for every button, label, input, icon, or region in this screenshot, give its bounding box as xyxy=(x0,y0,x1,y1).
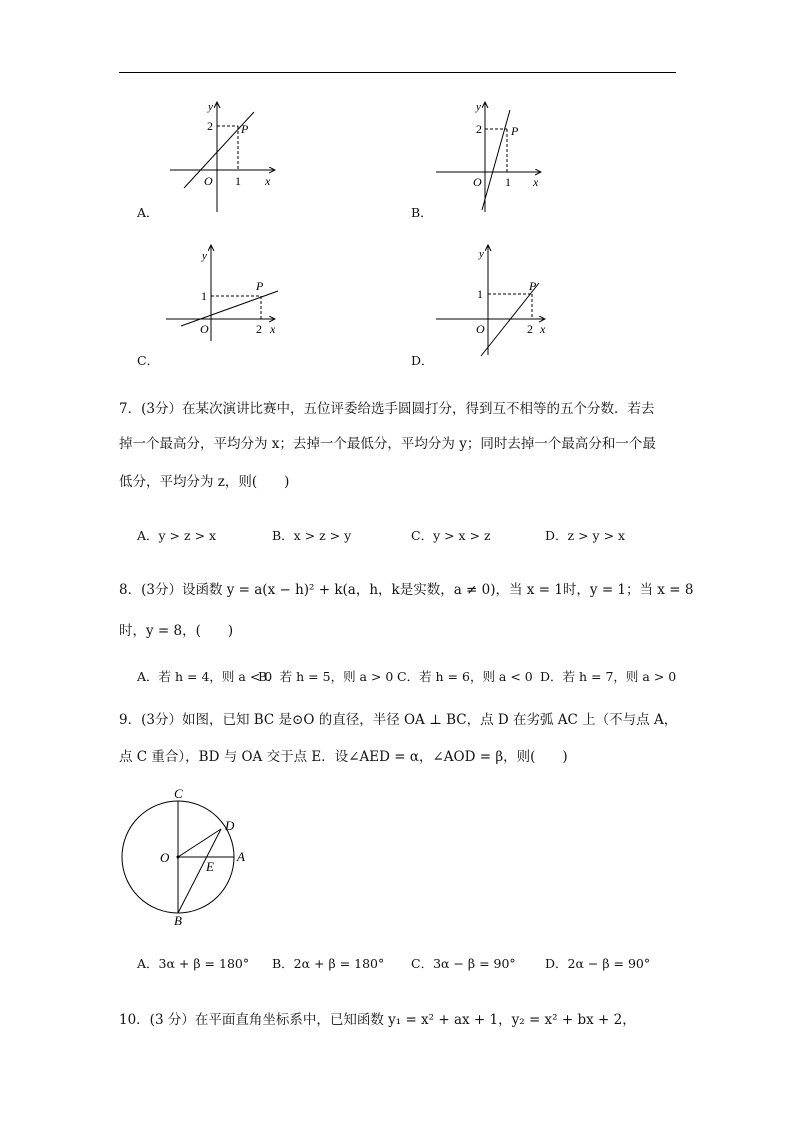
q8-option-d: D．若 h = 7，则 a > 0 xyxy=(540,669,677,684)
point-b-label: B xyxy=(174,913,182,928)
q9-line-1: 9．(3分）如图，已知 BC 是⊙O 的直径，半径 OA ⊥ BC，点 D 在劣弧 AC 上（不与点 A， xyxy=(119,712,678,728)
option-a-label: A． xyxy=(137,205,159,220)
option-c-label: C． xyxy=(137,353,160,368)
y-axis-label: y xyxy=(202,250,207,262)
origin-label: O xyxy=(476,322,485,336)
q8-line-1: 8．(3分）设函数 y = a(x − h)² + k(a，h，k是实数，a ≠ 0)，当 x = 1时，y = 1；当 x = 8 xyxy=(119,582,694,598)
q10-line-1: 10．(3 分）在平面直角坐标系中，已知函数 y₁ = x² + ax + 1，y₂ = x² + bx + 2， xyxy=(119,1012,636,1028)
origin-label: O xyxy=(473,175,482,189)
q9-line-2: 点 C 重合），BD 与 OA 交于点 E．设∠AED = α，∠AOD = β，则( ) xyxy=(119,749,568,765)
q9-circle-figure xyxy=(118,785,258,930)
x-tick: 2 xyxy=(256,322,262,336)
option-d-label: D． xyxy=(411,353,434,368)
origin-label: O xyxy=(204,174,213,188)
header-rule xyxy=(119,72,676,73)
q8-line-2: 时，y = 8，( ) xyxy=(119,623,234,639)
point-c-label: C xyxy=(174,786,183,801)
y-tick: 2 xyxy=(476,122,482,136)
graph-option-c xyxy=(166,243,281,343)
x-axis-label: x xyxy=(540,322,546,336)
q8-option-c: C．若 h = 6，则 a < 0 xyxy=(397,669,533,684)
graph-option-a xyxy=(170,100,280,215)
x-axis-label: x xyxy=(265,174,271,188)
point-label: P xyxy=(256,279,264,293)
y-tick: 1 xyxy=(477,287,483,301)
q7-option-b: B．x > z > y xyxy=(272,528,352,543)
y-tick: 2 xyxy=(207,119,213,133)
x-axis-label: x xyxy=(533,175,539,189)
q9-option-c: C．3α − β = 90° xyxy=(411,956,516,971)
point-o-label: O xyxy=(160,850,170,865)
origin-label: O xyxy=(200,322,209,336)
x-axis-label: x xyxy=(270,322,276,336)
q8-option-b: B．若 h = 5，则 a > 0 xyxy=(258,669,394,684)
q8-option-a: A．若 h = 4，则 a < 0 xyxy=(137,669,273,684)
q7-option-d: D．z > y > x xyxy=(545,528,626,543)
y-tick: 1 xyxy=(201,289,207,303)
y-axis-label: y xyxy=(479,248,484,260)
point-a-label: A xyxy=(237,849,245,864)
q7-option-c: C．y > x > z xyxy=(411,528,491,543)
x-tick: 1 xyxy=(235,174,241,188)
option-b-label: B． xyxy=(411,205,433,220)
point-label: P xyxy=(241,122,249,136)
x-tick: 2 xyxy=(527,322,533,336)
q9-option-d: D．2α − β = 90° xyxy=(545,956,651,971)
q9-option-a: A．3α + β = 180° xyxy=(137,956,250,971)
point-label: P xyxy=(529,279,537,293)
q7-option-a: A．y > z > x xyxy=(137,528,217,543)
q7-line-1: 7．(3分）在某次演讲比赛中，五位评委给选手圆圆打分，得到互不相等的五个分数．若去 xyxy=(119,401,655,417)
y-axis-label: y xyxy=(476,101,481,113)
point-label: P xyxy=(511,124,519,138)
q7-line-3: 低分，平均分为 z，则( ) xyxy=(119,474,290,490)
point-e-label: E xyxy=(206,859,214,874)
y-axis-label: y xyxy=(208,101,213,113)
point-d-label: D xyxy=(225,818,235,833)
x-tick: 1 xyxy=(505,175,511,189)
q9-option-b: B．2α + β = 180° xyxy=(272,956,385,971)
graph-option-b xyxy=(436,100,546,215)
graph-option-d xyxy=(436,243,551,358)
q7-line-2: 掉一个最高分，平均分为 x；去掉一个最低分，平均分为 y；同时去掉一个最高分和一个最 xyxy=(119,436,656,452)
